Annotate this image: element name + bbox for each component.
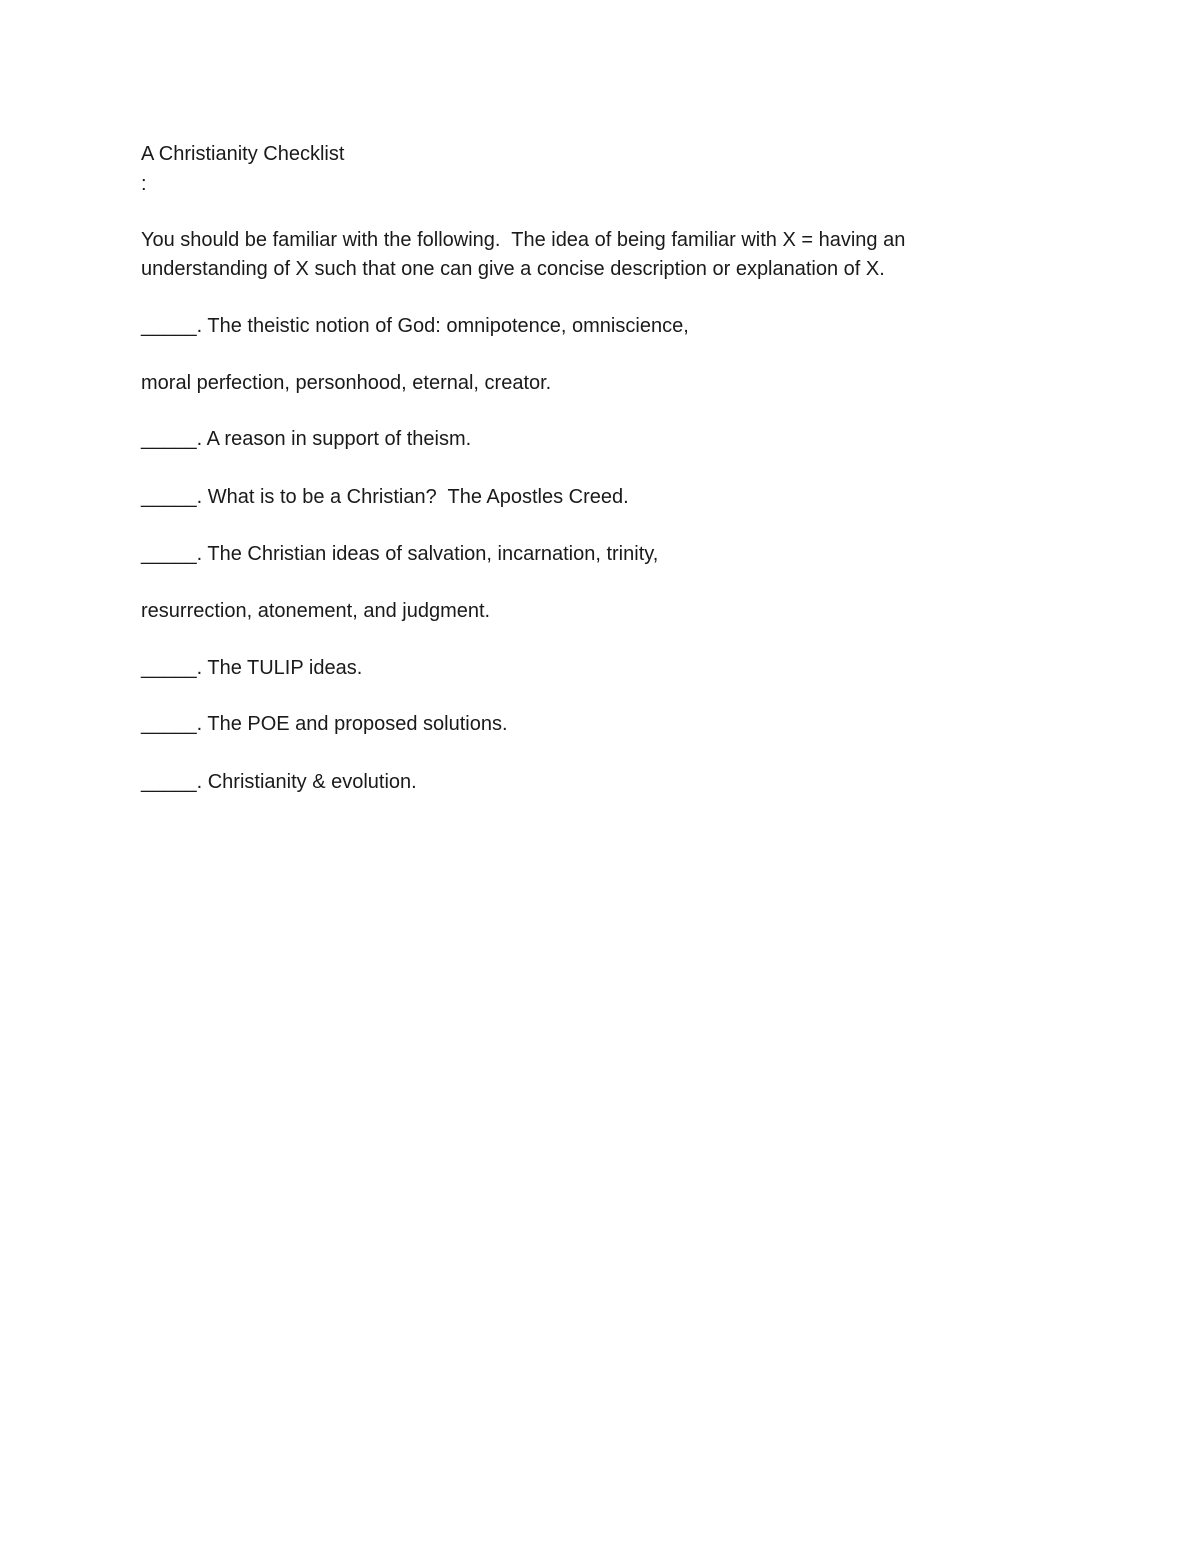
checklist-item-evolution: _____. Christianity & evolution.: [141, 771, 417, 793]
checklist-item-poe: _____. The POE and proposed solutions.: [141, 713, 508, 735]
checklist-item-christian-ideas-continued: resurrection, atonement, and judgment.: [141, 600, 491, 622]
intro-line-2: understanding of X such that one can give a concise description or explanation of X.: [141, 258, 885, 280]
checklist-item-christian-ideas: _____. The Christian ideas of salvation, incarnation, trinity,: [141, 543, 659, 565]
checklist-item-tulip: _____. The TULIP ideas.: [141, 657, 363, 679]
checklist-item-reason-theism: _____. A reason in support of theism.: [141, 428, 472, 450]
title-colon: :: [141, 173, 147, 195]
checklist-item-christian-creed: _____. What is to be a Christian? The Apostles Creed.: [141, 486, 629, 508]
checklist-item-theistic-god-continued: moral perfection, personhood, eternal, creator.: [141, 372, 552, 394]
document-title: A Christianity Checklist: [141, 143, 345, 165]
checklist-item-theistic-god: _____. The theistic notion of God: omnipotence, omniscience,: [141, 315, 689, 337]
intro-line-1: You should be familiar with the following. The idea of being familiar with X = having an: [141, 229, 906, 251]
